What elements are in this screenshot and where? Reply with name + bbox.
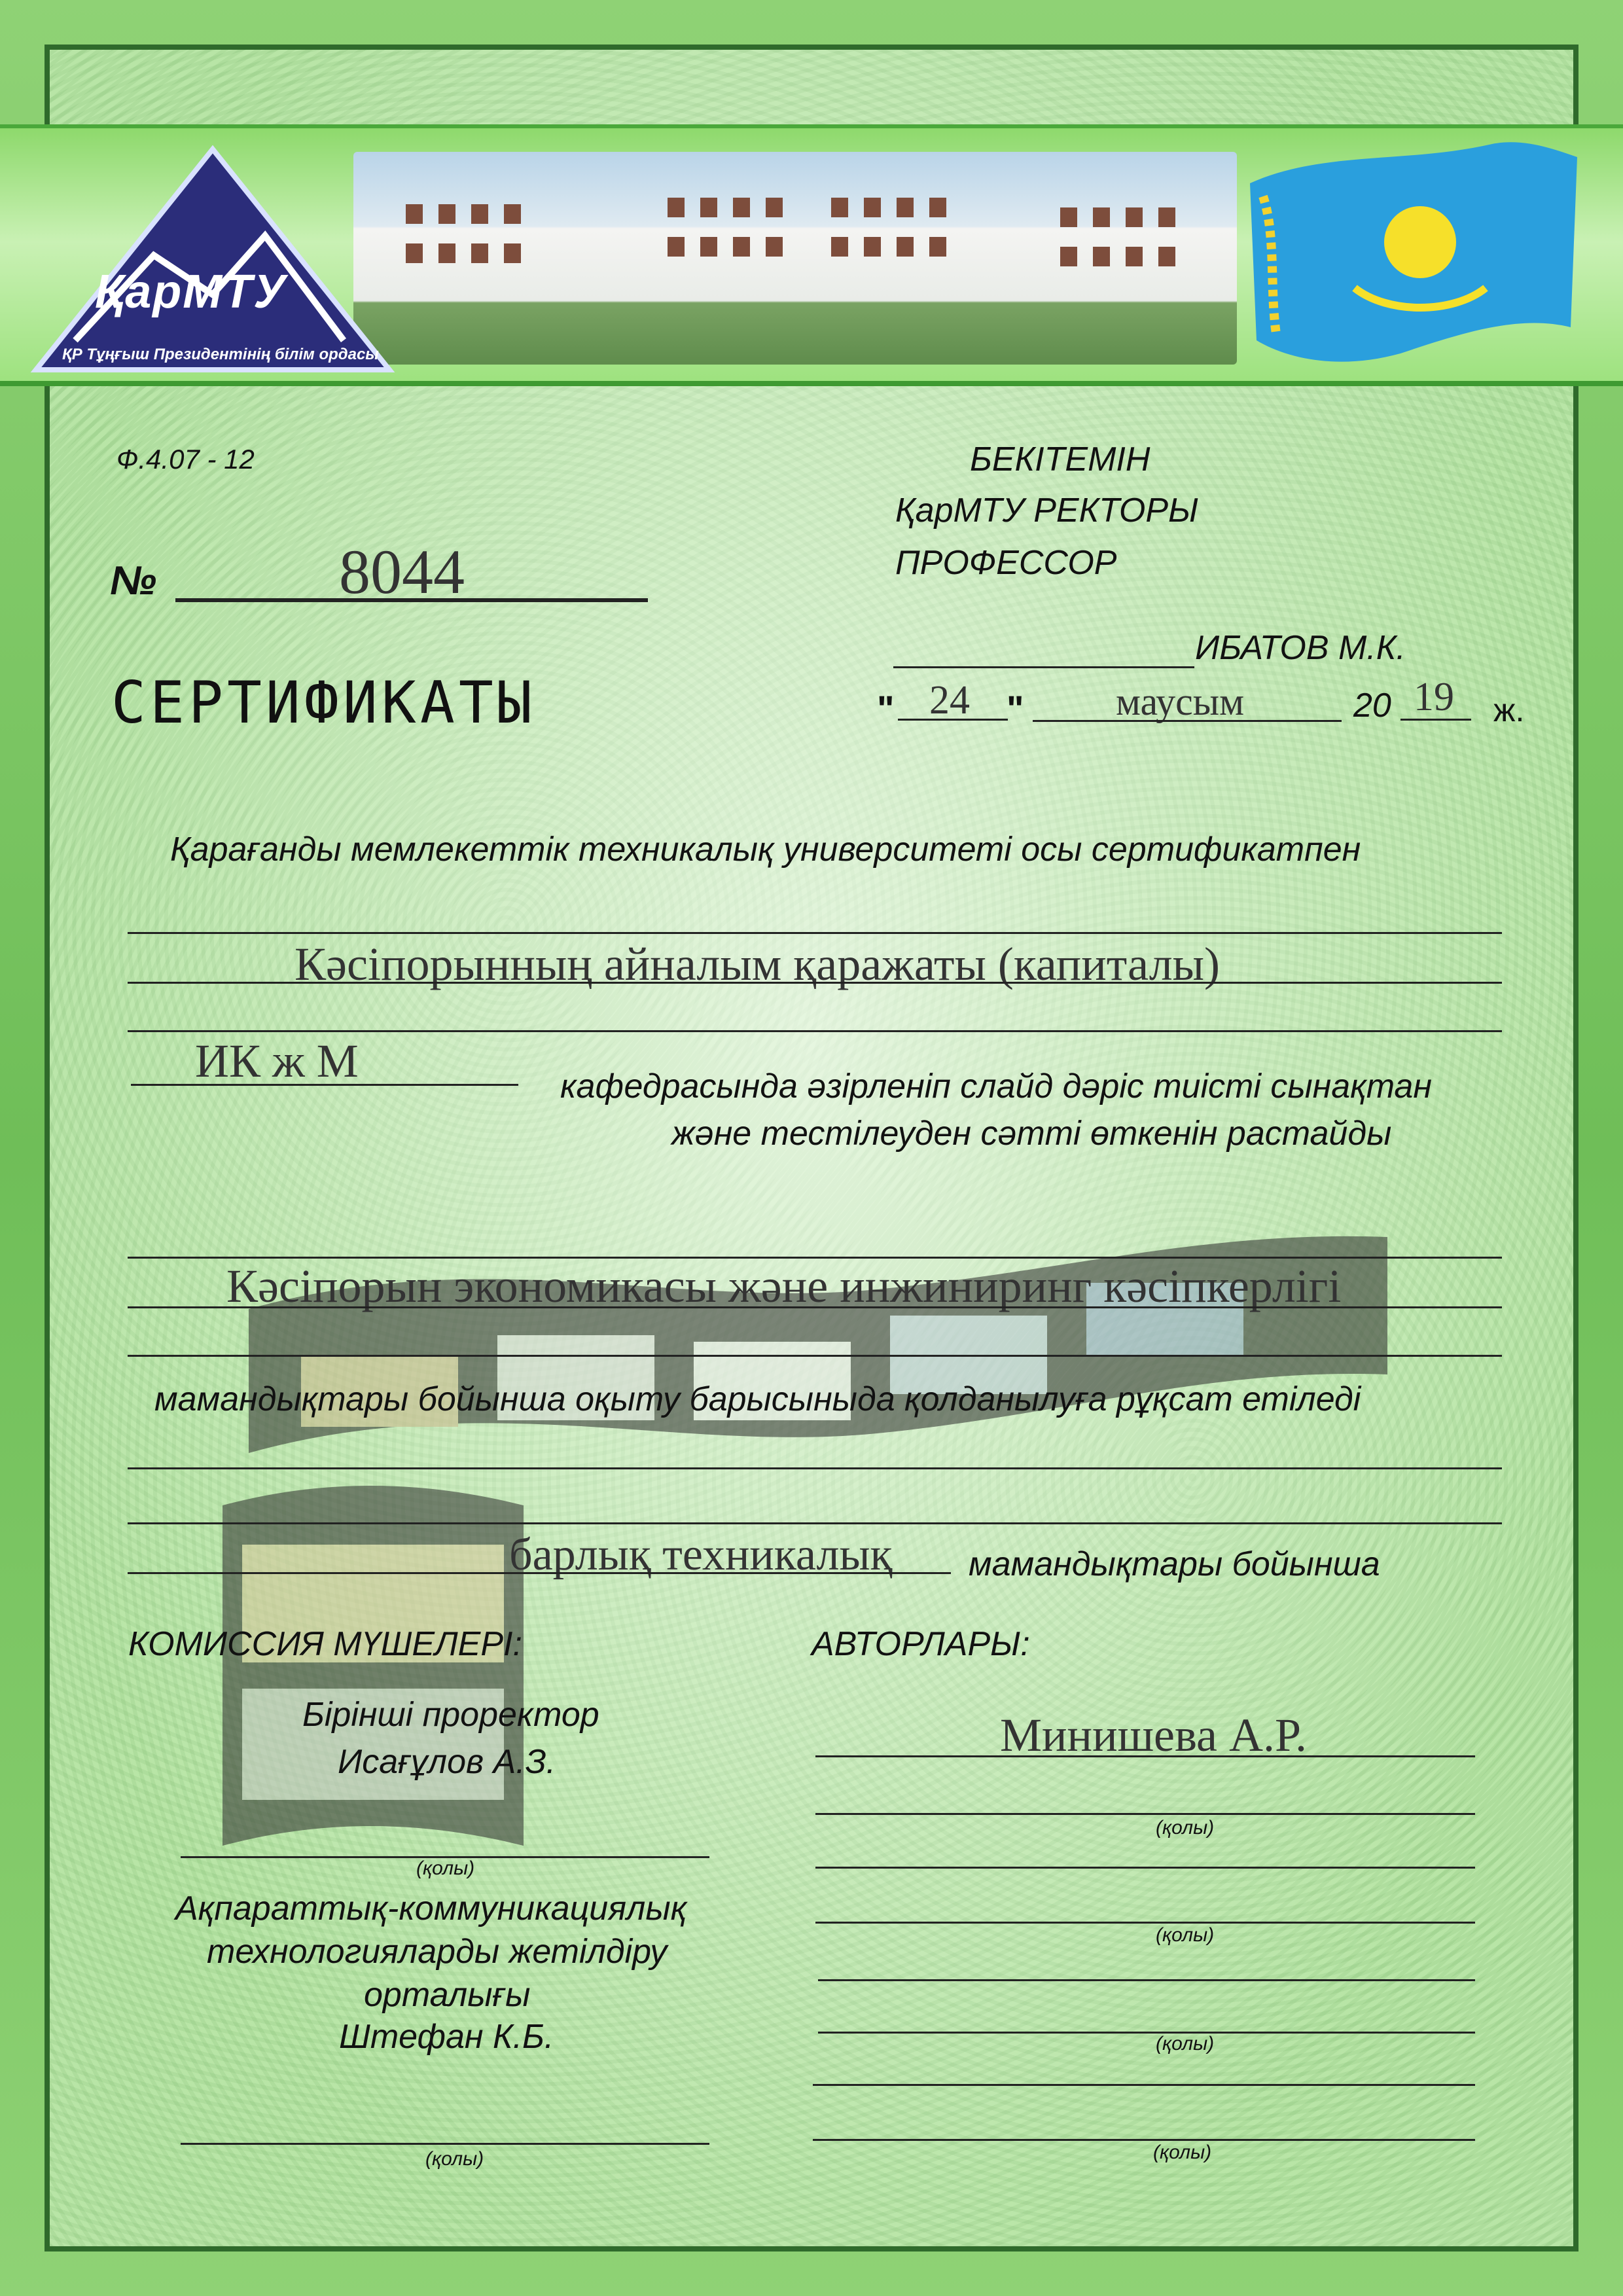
intro-text: Қарағанды мемлекеттік техникалық университеті осы сертификатпен [170, 831, 1361, 869]
date-year-word: ж. [1493, 692, 1525, 728]
authors-heading: АВТОРЛАРЫ: [812, 1625, 1030, 1663]
blank-line-1 [128, 1467, 1502, 1469]
blank-line-2 [128, 1522, 1502, 1524]
rector-name: ИБАТОВ М.К. [1195, 629, 1406, 667]
department-text-2: және тестілеуден сәтті өткенін растайды [671, 1115, 1392, 1153]
author-signature-label-2: (қолы) [1156, 1924, 1215, 1946]
date-day-line [898, 719, 1008, 721]
specialty-title: Кәсіпорын экономикасы және инжиниринг кәсіпкерлігі [226, 1260, 1342, 1312]
subject-line-top [128, 932, 1502, 934]
author-line-8 [813, 2139, 1475, 2141]
department-line [131, 1084, 518, 1086]
specialty-line-bottom [128, 1355, 1502, 1357]
subject-title: Кәсіпорынның айналым қаражаты (капиталы) [294, 938, 1221, 990]
logo-text: ҚарМТУ [95, 266, 287, 318]
permit-text: мамандықтары бойынша оқыту барысыныда қолданылуға рұқсат етіледі [154, 1380, 1361, 1418]
university-building-photo [353, 152, 1237, 365]
author-signature-label-3: (қолы) [1156, 2033, 1215, 2054]
form-code: Ф.4.07 - 12 [116, 444, 255, 475]
commission-signature-label-2: (қолы) [425, 2148, 484, 2170]
certificate-title: СЕРТИФИКАТЫ [111, 669, 536, 736]
date-year-prefix: 20 [1353, 687, 1391, 725]
department-name: ИК ж М [195, 1035, 359, 1087]
date-year-suffix: 19 [1414, 675, 1454, 719]
commission-member2-name: Штефан К.Б. [339, 2018, 554, 2056]
commission-heading: КОМИССИЯ МҮШЕЛЕРІ: [128, 1625, 522, 1663]
approval-title: БЕКІТЕМІН [970, 440, 1150, 478]
date-quote-close: " [1007, 688, 1024, 729]
specialty-line [128, 1306, 1502, 1308]
author-line-2 [815, 1813, 1475, 1815]
kazakhstan-flag-icon [1243, 137, 1584, 373]
certificate-number-line [175, 598, 648, 602]
approval-rector: ҚарМТУ РЕКТОРЫ [895, 492, 1199, 529]
specialty-line-top [128, 1257, 1502, 1259]
author-line-3 [815, 1867, 1475, 1869]
subject-line [128, 982, 1502, 984]
logo-subtitle: ҚР Тұңғыш Президентінің білім ордасы [62, 346, 379, 363]
logo-triangle-icon [29, 144, 396, 380]
commission-member1-name: Исағұлов А.З. [338, 1743, 556, 1781]
all-specialties-line [128, 1572, 951, 1574]
author-line-6 [818, 2032, 1475, 2034]
author-1-name: Минишева А.Р. [1000, 1709, 1308, 1761]
author-line-4 [815, 1922, 1475, 1924]
department-text-1: кафедрасында әзірленіп слайд дәріс тиісті сынақтан [560, 1067, 1432, 1105]
commission-member2-role-2: технологияларды жетілдіру [207, 1933, 668, 1971]
author-line-5 [818, 1979, 1475, 1981]
commission-signature-line-2 [181, 2143, 709, 2145]
date-day: 24 [929, 678, 970, 723]
date-quote-open: " [877, 688, 895, 729]
certificate-number-label: № [110, 558, 157, 603]
all-specialties: барлық техникалық [509, 1530, 893, 1580]
commission-member1-role: Бірінші проректор [302, 1696, 599, 1734]
approval-professor: ПРОФЕССОР [895, 544, 1117, 582]
author-signature-label-1: (қолы) [1156, 1817, 1215, 1839]
subject-line-bottom [128, 1030, 1502, 1032]
date-month-line [1033, 720, 1342, 722]
rector-signature-line [893, 666, 1194, 668]
author-line-7 [813, 2084, 1475, 2086]
author-line-1 [815, 1755, 1475, 1757]
certificate-number: 8044 [339, 537, 465, 607]
author-signature-label-4: (қолы) [1153, 2142, 1212, 2163]
commission-member2-role-1: Ақпараттық-коммуникациялық [175, 1890, 687, 1928]
commission-member2-role-3: орталығы [364, 1976, 531, 2014]
commission-signature-label-1: (қолы) [416, 1857, 475, 1879]
date-year-line [1400, 719, 1471, 721]
all-specialties-suffix: мамандықтары бойынша [969, 1545, 1380, 1583]
date-month: маусым [1116, 680, 1245, 723]
